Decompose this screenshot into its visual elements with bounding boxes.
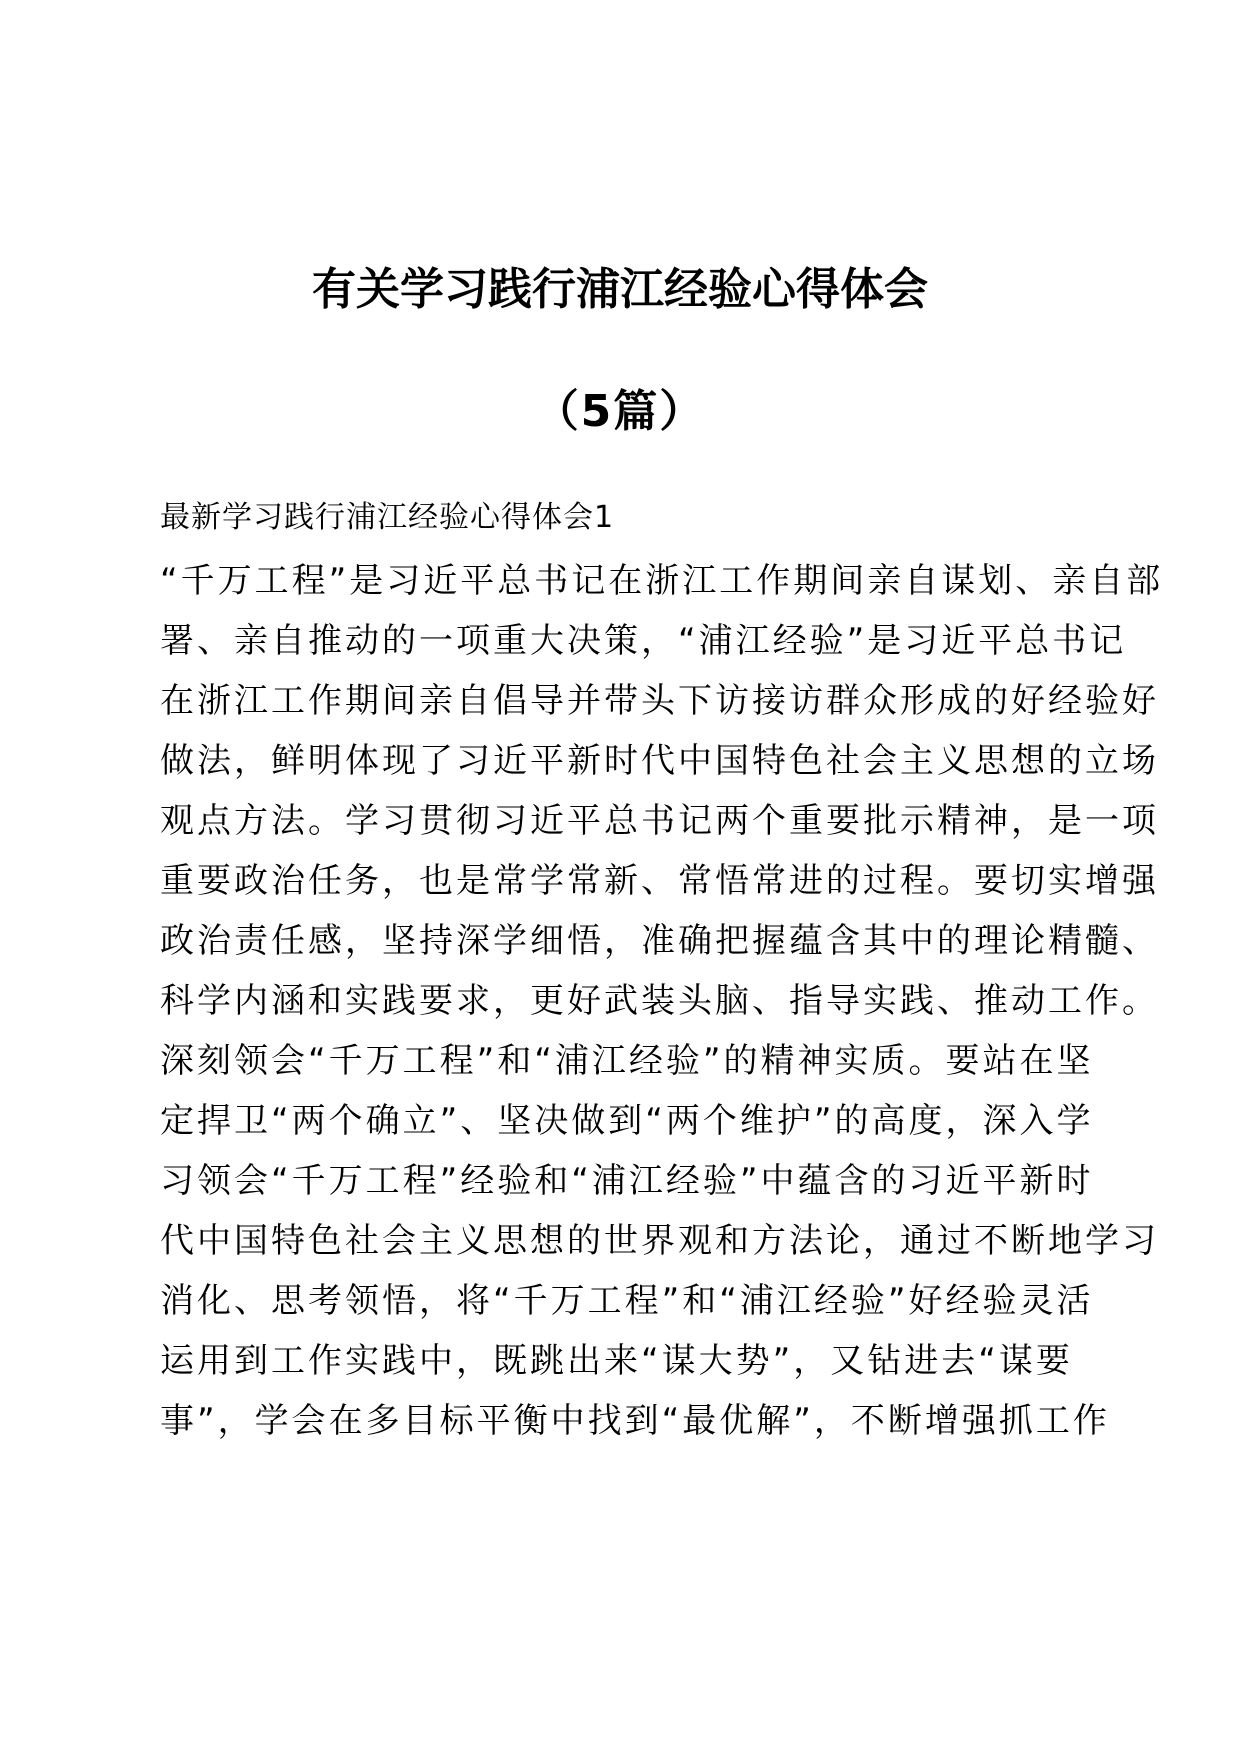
body-line: 科学内涵和实践要求，更好武装头脑、指导实践、推动工作。 bbox=[160, 981, 1159, 1021]
document-title: 有关学习践行浦江经验心得体会 bbox=[312, 264, 928, 315]
body-line: “千万工程”是习近平总书记在浙江工作期间亲自谋划、亲自部 bbox=[160, 561, 1164, 601]
section-heading: 最新学习践行浦江经验心得体会1 bbox=[160, 500, 615, 535]
body-line: 运用到工作实践中，既跳出来“谋大势”，又钻进去“谋要 bbox=[160, 1341, 1073, 1381]
body-line: 署、亲自推动的一项重大决策，“浦江经验”是习近平总书记 bbox=[160, 621, 1127, 661]
body-line: 观点方法。学习贯彻习近平总书记两个重要批示精神，是一项 bbox=[160, 801, 1159, 841]
body-line: 在浙江工作期间亲自倡导并带头下访接访群众形成的好经验好 bbox=[160, 681, 1159, 721]
body-line: 深刻领会“千万工程”和“浦江经验”的精神实质。要站在坚 bbox=[160, 1041, 1094, 1081]
document-subtitle: （5篇） bbox=[534, 386, 706, 437]
body-line: 做法，鲜明体现了习近平新时代中国特色社会主义思想的立场 bbox=[160, 741, 1159, 781]
body-line: 习领会“千万工程”经验和“浦江经验”中蕴含的习近平新时 bbox=[160, 1161, 1094, 1201]
body-line: 政治责任感，坚持深学细悟，准确把握蕴含其中的理论精髓、 bbox=[160, 921, 1159, 961]
body-line: 定捍卫“两个确立”、坚决做到“两个维护”的高度，深入学 bbox=[160, 1101, 1094, 1141]
body-line: 重要政治任务，也是常学常新、常悟常进的过程。要切实增强 bbox=[160, 861, 1159, 901]
body-line: 事”，学会在多目标平衡中找到“最优解”，不断增强抓工作 bbox=[160, 1401, 1110, 1441]
body-line: 代中国特色社会主义思想的世界观和方法论，通过不断地学习 bbox=[160, 1221, 1159, 1261]
body-line: 消化、思考领悟，将“千万工程”和“浦江经验”好经验灵活 bbox=[160, 1281, 1094, 1321]
